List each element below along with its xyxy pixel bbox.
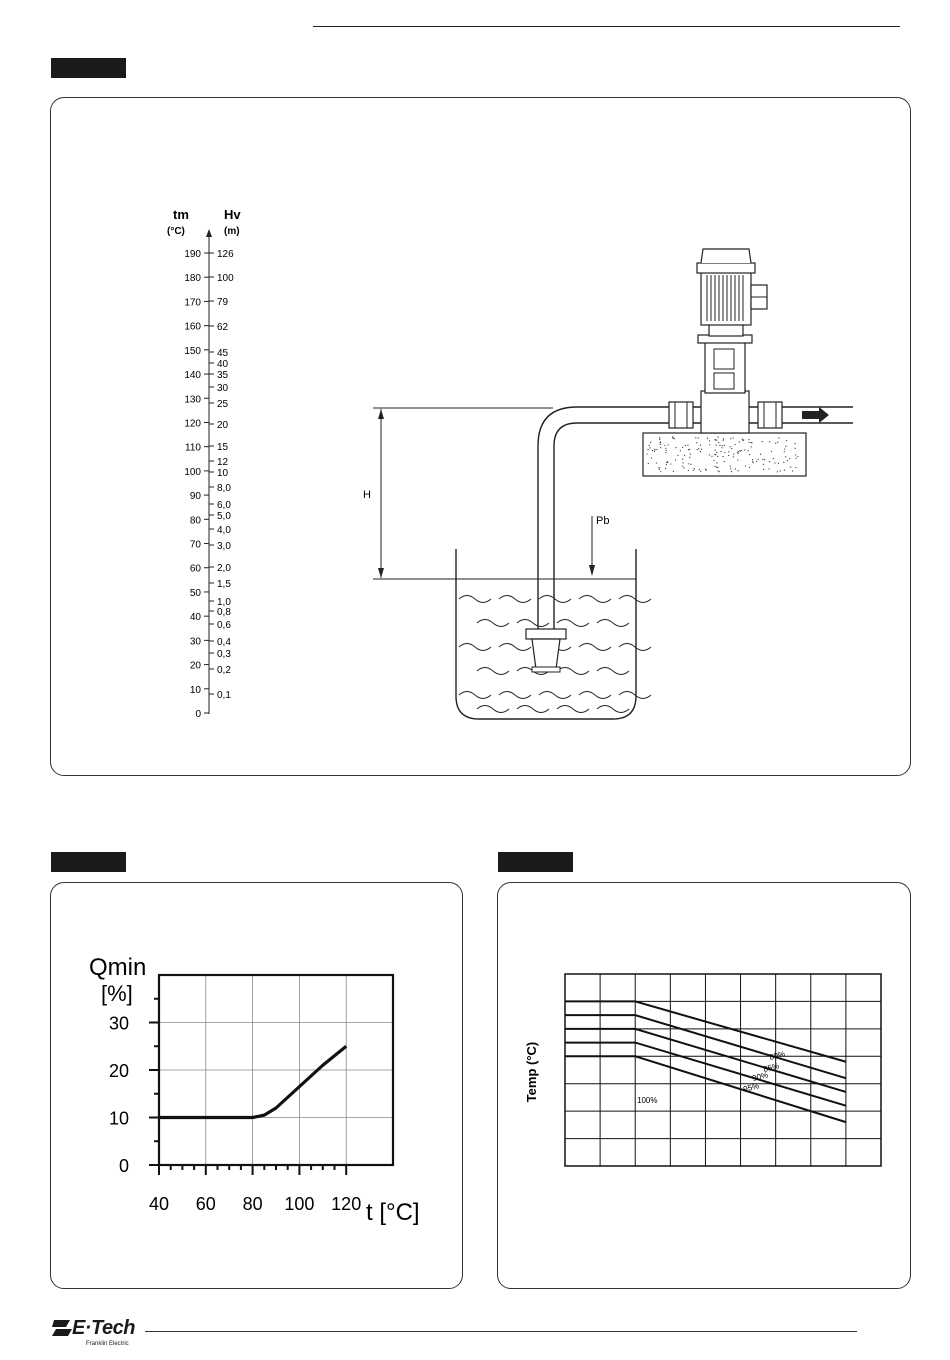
x-axis-label: t [°C]	[366, 1199, 420, 1226]
x-tick-label: 80	[242, 1194, 263, 1214]
plot-frame	[565, 974, 881, 1166]
hv-tick-label: 10	[217, 468, 229, 479]
nomogram-arrow	[206, 229, 212, 237]
hv-tick-label: 0,4	[217, 637, 231, 648]
flow-arrow-icon	[802, 407, 829, 423]
hv-tick-label: 79	[217, 297, 229, 308]
tm-tick-label: 70	[189, 539, 201, 551]
tm-tick-label: 100	[184, 466, 201, 478]
tm-tick-label: 170	[184, 297, 201, 309]
x-tick-label: 40	[148, 1194, 170, 1214]
temp-panel	[497, 882, 911, 1289]
hv-tick-label: 40	[217, 359, 229, 370]
y-tick-label: 20	[108, 1061, 129, 1081]
logo-text: E·Tech	[72, 1317, 135, 1339]
tm-tick-label: 120	[184, 418, 201, 430]
tm-ticks	[184, 249, 209, 720]
hv-tick-label: 0,1	[217, 690, 231, 701]
tm-tick-label: 10	[189, 684, 201, 696]
tm-tick-label: 150	[184, 345, 201, 357]
tm-tick-label: 40	[189, 612, 201, 624]
x-tick-label: 120	[331, 1194, 362, 1214]
nomogram	[167, 207, 241, 720]
installation-panel	[50, 97, 911, 776]
tm-unit: (°C)	[167, 226, 185, 237]
hv-tick-label: 30	[217, 383, 229, 394]
footer-rule	[145, 1331, 857, 1332]
concrete-base	[643, 433, 806, 476]
pressure-label: Pb	[596, 515, 610, 527]
tm-tick-label: 190	[184, 249, 201, 260]
temp-chart	[498, 883, 912, 1290]
installation-drawing	[363, 249, 853, 719]
tm-tick-label: 20	[189, 660, 201, 672]
etech-logo-icon	[50, 1318, 74, 1338]
logo-subtext: Franklin Electric	[86, 1341, 129, 1347]
tm-tick-label: 160	[184, 321, 201, 333]
foot-valve-flange	[526, 629, 566, 639]
hv-tick-label: 62	[217, 322, 229, 333]
tm-tick-label: 130	[184, 394, 201, 406]
hv-tick-label: 100	[217, 273, 234, 284]
tm-tick-label: 0	[195, 709, 201, 720]
hv-unit: (m)	[224, 226, 240, 237]
hv-label: Hv	[224, 207, 241, 222]
series-label: 90%	[751, 1070, 770, 1083]
motor-cap	[701, 249, 751, 263]
hv-tick-label: 3,0	[217, 541, 231, 552]
tm-tick-label: 140	[184, 370, 201, 382]
hv-tick-label: 1,0	[217, 597, 231, 608]
foot-valve	[532, 639, 560, 669]
pump-base	[701, 391, 749, 433]
hv-tick-label: 25	[217, 399, 229, 410]
series-label: 95%	[742, 1081, 761, 1094]
hv-tick-label: 2,0	[217, 563, 231, 574]
hv-tick-label: 6,0	[217, 500, 231, 511]
section-tag-2	[51, 852, 126, 872]
y-axis-label: Temp (°C)	[524, 1041, 539, 1103]
hv-tick-label: 126	[217, 249, 234, 260]
x-tick-label: 60	[195, 1194, 216, 1214]
qmin-chart	[51, 883, 464, 1290]
qmin-panel	[50, 882, 463, 1289]
section-tag-3	[498, 852, 573, 872]
tm-tick-label: 110	[185, 442, 201, 454]
hv-tick-label: 5,0	[217, 511, 231, 522]
hv-tick-label: 0,3	[217, 649, 231, 660]
x-tick-label: 100	[284, 1194, 315, 1214]
y-axis-label: Qmin	[89, 954, 147, 981]
series-label: 80%	[768, 1049, 787, 1062]
header-rule	[313, 26, 900, 27]
series-label: 100%	[637, 1096, 658, 1105]
height-label: H	[363, 489, 371, 501]
y-tick-label: 30	[108, 1013, 129, 1034]
hv-tick-label: 35	[217, 370, 229, 381]
hv-tick-label: 1,5	[217, 579, 231, 590]
tm-tick-label: 50	[189, 587, 201, 599]
y-axis-unit: [%]	[101, 981, 133, 1006]
tm-label: tm	[173, 207, 189, 222]
tm-tick-label: 90	[189, 491, 201, 503]
installation-figure	[51, 98, 912, 777]
hv-tick-label: 15	[217, 442, 229, 453]
qmin-grid	[159, 975, 393, 1165]
section-tag-1	[51, 58, 126, 78]
hv-ticks	[209, 249, 234, 701]
hv-tick-label: 45	[217, 348, 229, 359]
series-label: 85%	[762, 1061, 781, 1074]
hv-tick-label: 0,8	[217, 607, 231, 618]
hv-tick-label: 0,2	[217, 665, 231, 676]
tm-tick-label: 180	[184, 273, 201, 285]
tm-tick-label: 60	[189, 563, 201, 575]
y-tick-label: 10	[108, 1108, 129, 1129]
tm-tick-label: 80	[189, 515, 201, 527]
temp-grid	[565, 974, 881, 1166]
tm-tick-label: 30	[189, 636, 201, 648]
hv-tick-label: 12	[217, 457, 229, 468]
y-tick-label: 0	[118, 1156, 129, 1176]
hv-tick-label: 0,6	[217, 620, 231, 631]
hv-tick-label: 20	[217, 420, 229, 431]
hv-tick-label: 8,0	[217, 483, 231, 494]
hv-tick-label: 4,0	[217, 525, 231, 536]
